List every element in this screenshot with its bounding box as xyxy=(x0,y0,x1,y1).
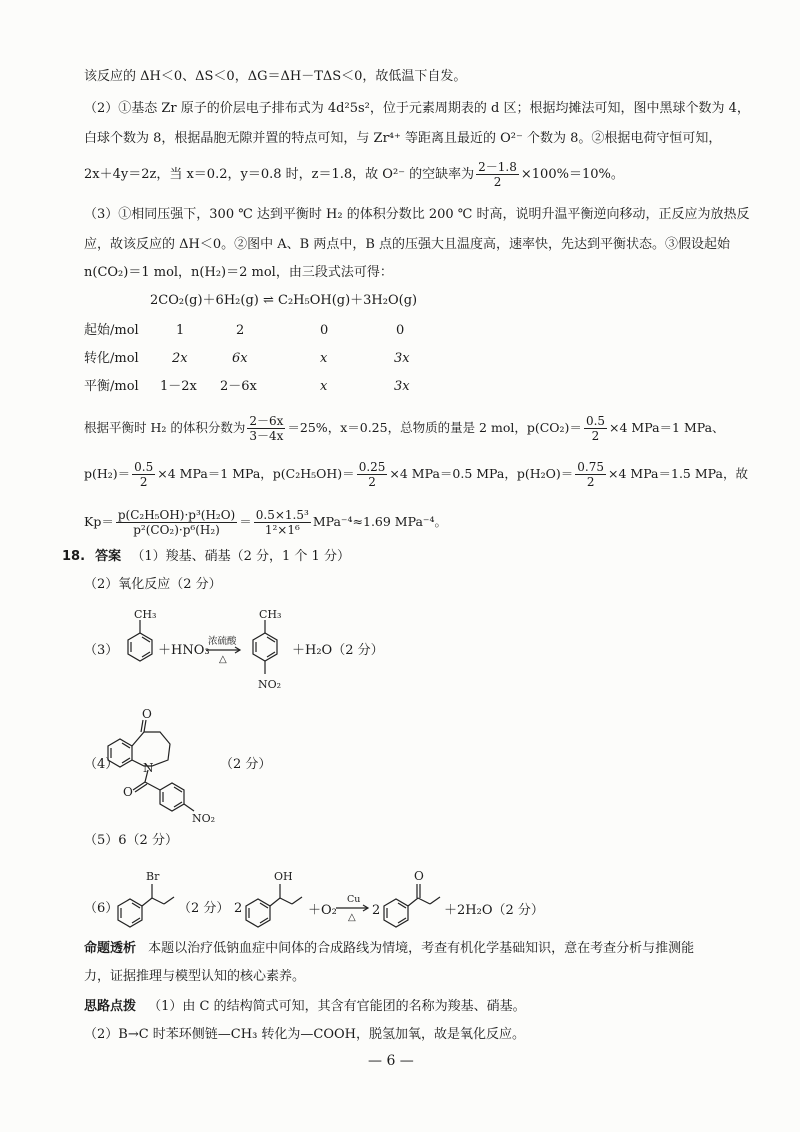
heat-symbol: △ xyxy=(348,912,356,923)
coefficient: 2 xyxy=(372,903,381,918)
text-fragment: ×4 MPa＝1 MPa，p(C₂H₅OH)＝ xyxy=(157,466,355,481)
text-fragment: MPa⁻⁴≈1.69 MPa⁻⁴。 xyxy=(312,514,448,529)
numerator: 0.5 xyxy=(134,460,154,474)
question-number: 18. xyxy=(62,549,86,564)
text-line: n(CO₂)＝1 mol，n(H₂)＝2 mol，由三段式法可得： xyxy=(84,265,393,280)
table-cell: 2－6x xyxy=(220,379,257,394)
table-row-label: 转化/mol xyxy=(84,351,139,366)
answer-label: 答案 xyxy=(95,549,122,564)
section-label: 思路点拨 xyxy=(84,999,137,1014)
product-label: ＋H₂O（2 分） xyxy=(292,643,384,658)
answer-label: （6） xyxy=(84,901,119,916)
answer-text: （1）羧基、硝基（2 分，1 个 1 分） xyxy=(131,549,350,564)
catalyst-label: Cu xyxy=(347,894,361,905)
oxygen-label: O xyxy=(142,707,152,721)
answer-label: （3） xyxy=(84,643,119,658)
text-fragment: （1）由 C 的结构简式可知，其含有官能团的名称为羧基、硝基。 xyxy=(148,999,526,1014)
text-line: （3）①相同压强下，300 ℃ 达到平衡时 H₂ 的体积分数比 200 ℃ 时高，说明升温平衡逆向移动，正反应为放热反 xyxy=(84,207,750,222)
text-fragment: p(H₂)＝ xyxy=(84,466,131,481)
answer-label: （4） xyxy=(84,757,119,772)
nitrogen-label: N xyxy=(143,761,154,775)
table-cell: 0 xyxy=(320,323,329,338)
text-fragment: ＝25%，x＝0.25，总物质的量是 2 mol，p(CO₂)＝ xyxy=(287,420,582,435)
benzene-ring xyxy=(246,899,270,927)
text-line: （2）①基态 Zr 原子的价层电子排布式为 4d²5s²，位于元素周期表的 d 区；根据均摊法可知，图中黑球个数为 4， xyxy=(84,101,750,116)
text-fragment: 根据平衡时 H₂ 的体积分数为 xyxy=(84,420,246,435)
table-cell: 1－2x xyxy=(160,379,197,394)
text-fragment: 2x＋4y＝2z，当 x＝0.2，y＝0.8 时，z＝1.8，故 O²⁻ 的空缺率为 xyxy=(84,167,475,182)
text-line: 力，证据推理与模型认知的核心素养。 xyxy=(84,969,306,984)
numerator: 0.5 xyxy=(585,414,606,428)
condition-label: 浓硫酸 xyxy=(208,636,237,647)
denominator: p²(CO₂)·p⁶(H₂) xyxy=(133,523,220,537)
denominator: 2 xyxy=(139,475,148,489)
score-label: （2 分） xyxy=(220,757,272,772)
reaction-equation: 2CO₂(g)＋6H₂(g) ⇌ C₂H₅OH(g)＋3H₂O(g) xyxy=(150,293,418,308)
oxygen-label: O xyxy=(414,869,424,883)
page-number: — 6 — xyxy=(368,1053,414,1069)
text-fragment: ＝ xyxy=(239,514,252,529)
text-line: 白球个数为 8，根据晶胞无隙并置的特点可知，与 Zr⁴⁺ 等距离且最近的 O²⁻ 个数为 8。②根据电荷守恒可知， xyxy=(84,131,722,146)
text-line: 应，故该反应的 ΔH＜0。②图中 A、B 两点中，B 点的压强大且温度高，速率快，先达到平衡状态。③假设起始 xyxy=(84,237,731,252)
text-line: 该反应的 ΔH＜0、ΔS＜0，ΔG＝ΔH－TΔS＜0，故低温下自发。 xyxy=(84,69,467,84)
table-cell: 2x xyxy=(172,351,188,366)
numerator: 0.5×1.5³ xyxy=(255,508,309,522)
coefficient: 2 xyxy=(234,901,243,916)
reagent-label: ＋HNO₃ xyxy=(158,643,210,658)
text-line xyxy=(84,940,694,958)
nitro-label: NO₂ xyxy=(258,678,282,691)
denominator: 2 xyxy=(368,475,376,489)
oxygen-label: O xyxy=(123,785,133,799)
denominator: 1²×1⁶ xyxy=(264,523,300,537)
table-cell: 3x xyxy=(394,379,410,394)
text-fragment: ×4 MPa＝1 MPa、 xyxy=(609,420,725,435)
denominator: 2 xyxy=(586,475,595,489)
score-label: （2 分） xyxy=(178,901,230,916)
text-line xyxy=(84,998,526,1016)
hydroxyl-label: OH xyxy=(274,870,293,883)
answer-line: （2）氧化反应（2 分） xyxy=(84,577,222,592)
denominator: 2 xyxy=(493,175,502,189)
text-fragment: Kp＝ xyxy=(84,514,114,529)
product-label: ＋2H₂O（2 分） xyxy=(444,903,544,918)
denominator: 2 xyxy=(591,429,600,443)
answer-line: （5）6（2 分） xyxy=(84,833,178,848)
bromine-label: Br xyxy=(146,870,160,883)
numerator: 0.75 xyxy=(577,460,604,474)
table-row-label: 起始/mol xyxy=(84,323,139,338)
nitro-label: NO₂ xyxy=(192,812,216,825)
table-cell: 0 xyxy=(396,323,405,338)
heat-symbol: △ xyxy=(219,654,227,665)
benzene-ring xyxy=(160,783,184,811)
text-fragment: 本题以治疗低钠血症中间体的合成路线为情境，考查有机化学基础知识，意在考查分析与推测能 xyxy=(148,941,695,956)
text-fragment: ×4 MPa＝0.5 MPa，p(H₂O)＝ xyxy=(389,466,574,481)
table-cell: 1 xyxy=(176,323,185,338)
reagent-label: ＋O₂ xyxy=(308,903,337,918)
numerator: 0.25 xyxy=(358,460,386,474)
denominator: 3－4x xyxy=(249,429,284,443)
methyl-label: CH₃ xyxy=(134,608,157,621)
table-cell: 6x xyxy=(232,351,248,366)
table-cell: 3x xyxy=(394,351,410,366)
table-cell: x xyxy=(320,379,328,394)
text-line: （2）B→C 时苯环侧链—CH₃ 转化为—COOH，脱氢加氧，故是氧化反应。 xyxy=(84,1027,526,1042)
numerator: p(C₂H₅OH)·p³(H₂O) xyxy=(117,508,236,522)
numerator: 2－1.8 xyxy=(478,160,517,174)
methyl-label: CH₃ xyxy=(259,608,282,621)
numerator: 2－6x xyxy=(249,414,284,428)
benzene-ring xyxy=(128,633,152,661)
section-label: 命题透析 xyxy=(84,941,137,956)
table-cell: x xyxy=(320,351,328,366)
text-fragment: ×4 MPa＝1.5 MPa，故 xyxy=(608,466,748,481)
table-row-label: 平衡/mol xyxy=(84,379,139,394)
text-fragment: ×100%＝10%。 xyxy=(520,167,624,182)
table-cell: 2 xyxy=(236,323,245,338)
